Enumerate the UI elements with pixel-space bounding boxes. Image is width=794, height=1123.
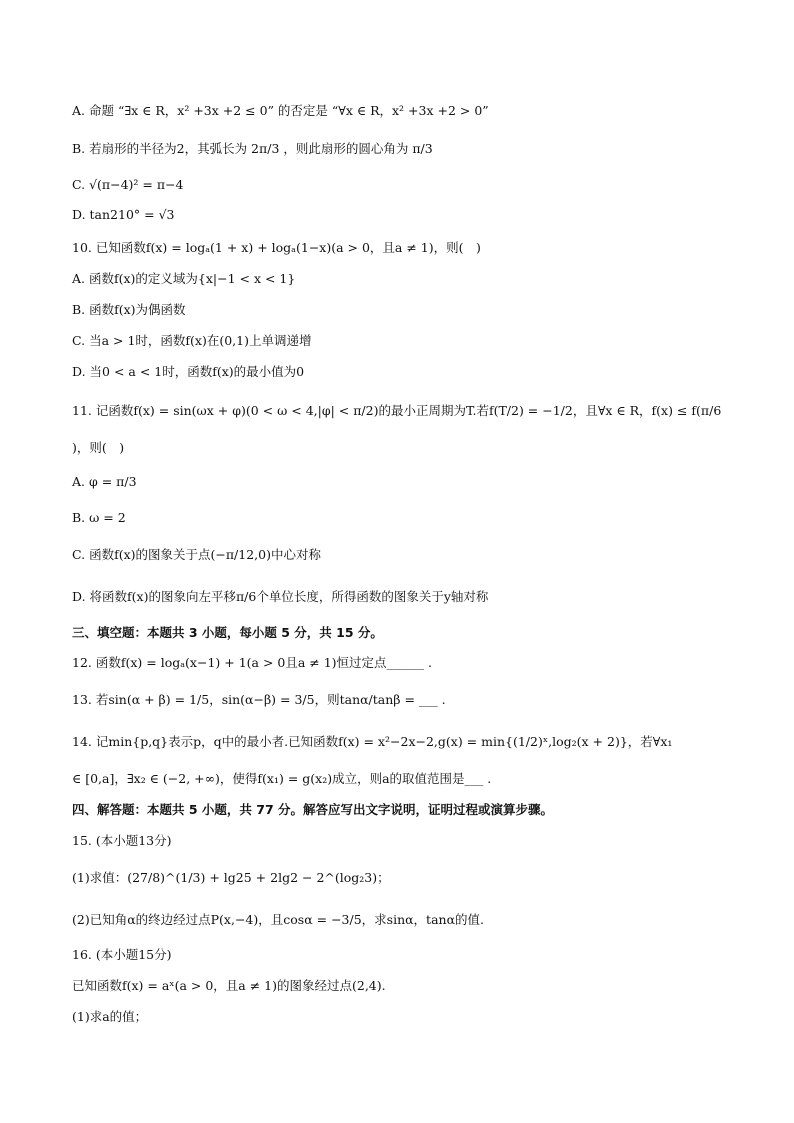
question-16-stem: 已知函数f(x) = aˣ(a > 0，且a ≠ 1)的图象经过点(2,4). <box>72 978 386 993</box>
question-10: 10. 已知函数f(x) = logₐ(1 + x) + logₐ(1−x)(a > 0，且a ≠ 1)，则( ) <box>72 240 481 255</box>
question-13: 13. 若sin(α + β) = 1/5，sin(α−β) = 3/5，则tanα/tanβ = ___ . <box>72 692 446 707</box>
option-9c: C. √(π−4)² = π−4 <box>72 177 184 192</box>
question-15-part1: (1)求值：(27/8)^(1/3) + lg25 + 2lg2 − 2^(log₂3)； <box>72 870 390 885</box>
option-10c: C. 当a > 1时，函数f(x)在(0,1)上单调递增 <box>72 333 312 348</box>
section-fill-in-heading: 三、填空题：本题共 3 小题，每小题 5 分，共 15 分。 <box>72 625 383 640</box>
option-10b: B. 函数f(x)为偶函数 <box>72 302 186 317</box>
question-14-cont: ∈ [0,a]，∃x₂ ∈ (−2, +∞)，使得f(x₁) = g(x₂)成立，则a的取值范围是___ . <box>72 771 492 786</box>
option-9b: B. 若扇形的半径为2，其弧长为 2π/3 ，则此扇形的圆心角为 π/3 <box>72 141 433 156</box>
option-10d: D. 当0 < a < 1时，函数f(x)的最小值为0 <box>72 364 305 379</box>
option-10a: A. 函数f(x)的定义域为{x|−1 < x < 1} <box>72 271 296 286</box>
option-11b: B. ω = 2 <box>72 510 126 525</box>
option-9d: D. tan210° = √3 <box>72 207 175 222</box>
option-11d: D. 将函数f(x)的图象向左平移π/6个单位长度，所得函数的图象关于y轴对称 <box>72 589 489 604</box>
question-15-part2: (2)已知角α的终边经过点P(x,−4)，且cosα = −3/5，求sinα，tanα的值. <box>72 912 485 927</box>
section-solve-heading: 四、解答题：本题共 5 小题，共 77 分。解答应写出文字说明，证明过程或演算步骤。 <box>72 802 554 817</box>
question-11-cont: )，则( ) <box>72 440 125 455</box>
option-11a: A. φ = π/3 <box>72 474 137 489</box>
option-9a: A. 命题 “∃x ∈ R，x² +3x +2 ≤ 0” 的否定是 “∀x ∈ R，x² +3x +2 > 0” <box>72 103 489 118</box>
question-16-part1: (1)求a的值； <box>72 1009 148 1024</box>
question-16-title: 16. (本小题15分) <box>72 947 172 962</box>
question-11: 11. 记函数f(x) = sin(ωx + φ)(0 < ω < 4,|φ| < π/2)的最小正周期为T.若f(T/2) = −1/2，且∀x ∈ R，f(x) ≤ f(π/6 <box>72 403 722 418</box>
question-12: 12. 函数f(x) = logₐ(x−1) + 1(a > 0且a ≠ 1)恒过定点______ . <box>72 655 433 670</box>
option-11c: C. 函数f(x)的图象关于点(−π/12,0)中心对称 <box>72 547 321 562</box>
question-15-title: 15. (本小题13分) <box>72 833 172 848</box>
question-14: 14. 记min{p,q}表示p，q中的最小者.已知函数f(x) = x²−2x−2,g(x) = min{(1/2)ˣ,log₂(x + 2)}，若∀x₁ <box>72 734 673 749</box>
